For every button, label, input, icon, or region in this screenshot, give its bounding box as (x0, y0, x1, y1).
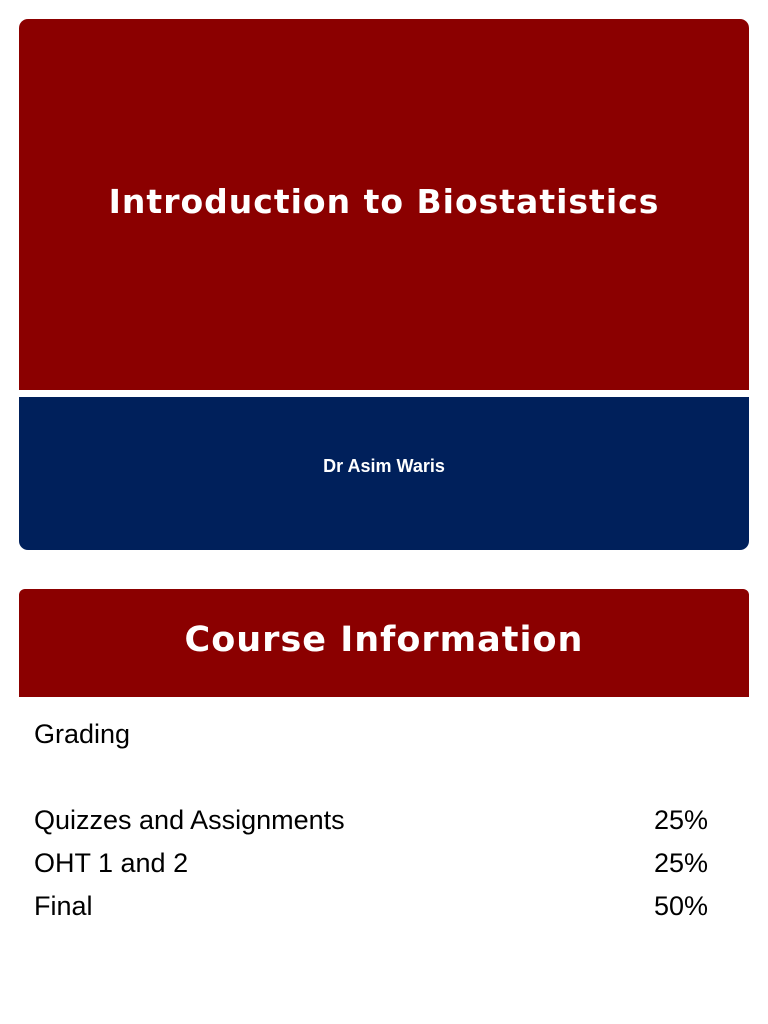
slide-body (34, 713, 724, 928)
slide-title: Course Information (184, 620, 584, 660)
grade-item-weight: 50% (654, 891, 709, 921)
course-information-slide (19, 589, 749, 1009)
grade-row (34, 842, 724, 885)
title-band (19, 19, 749, 390)
grade-item-name: OHT 1 and 2 (34, 848, 189, 878)
grade-row (34, 885, 724, 928)
subtitle-band (19, 397, 749, 550)
grade-row (34, 799, 724, 842)
grading-heading: Grading (34, 719, 131, 749)
grade-item-weight: 25% (654, 805, 709, 835)
title-slide (19, 19, 749, 550)
grade-item-name: Final (34, 891, 93, 921)
presenter-name: Dr Asim Waris (323, 456, 445, 476)
grade-item-name: Quizzes and Assignments (34, 805, 345, 835)
title-band (19, 589, 749, 697)
blank-line (34, 756, 724, 799)
grade-item-weight: 25% (654, 848, 709, 878)
slide-title: Introduction to Biostatistics (108, 182, 660, 221)
